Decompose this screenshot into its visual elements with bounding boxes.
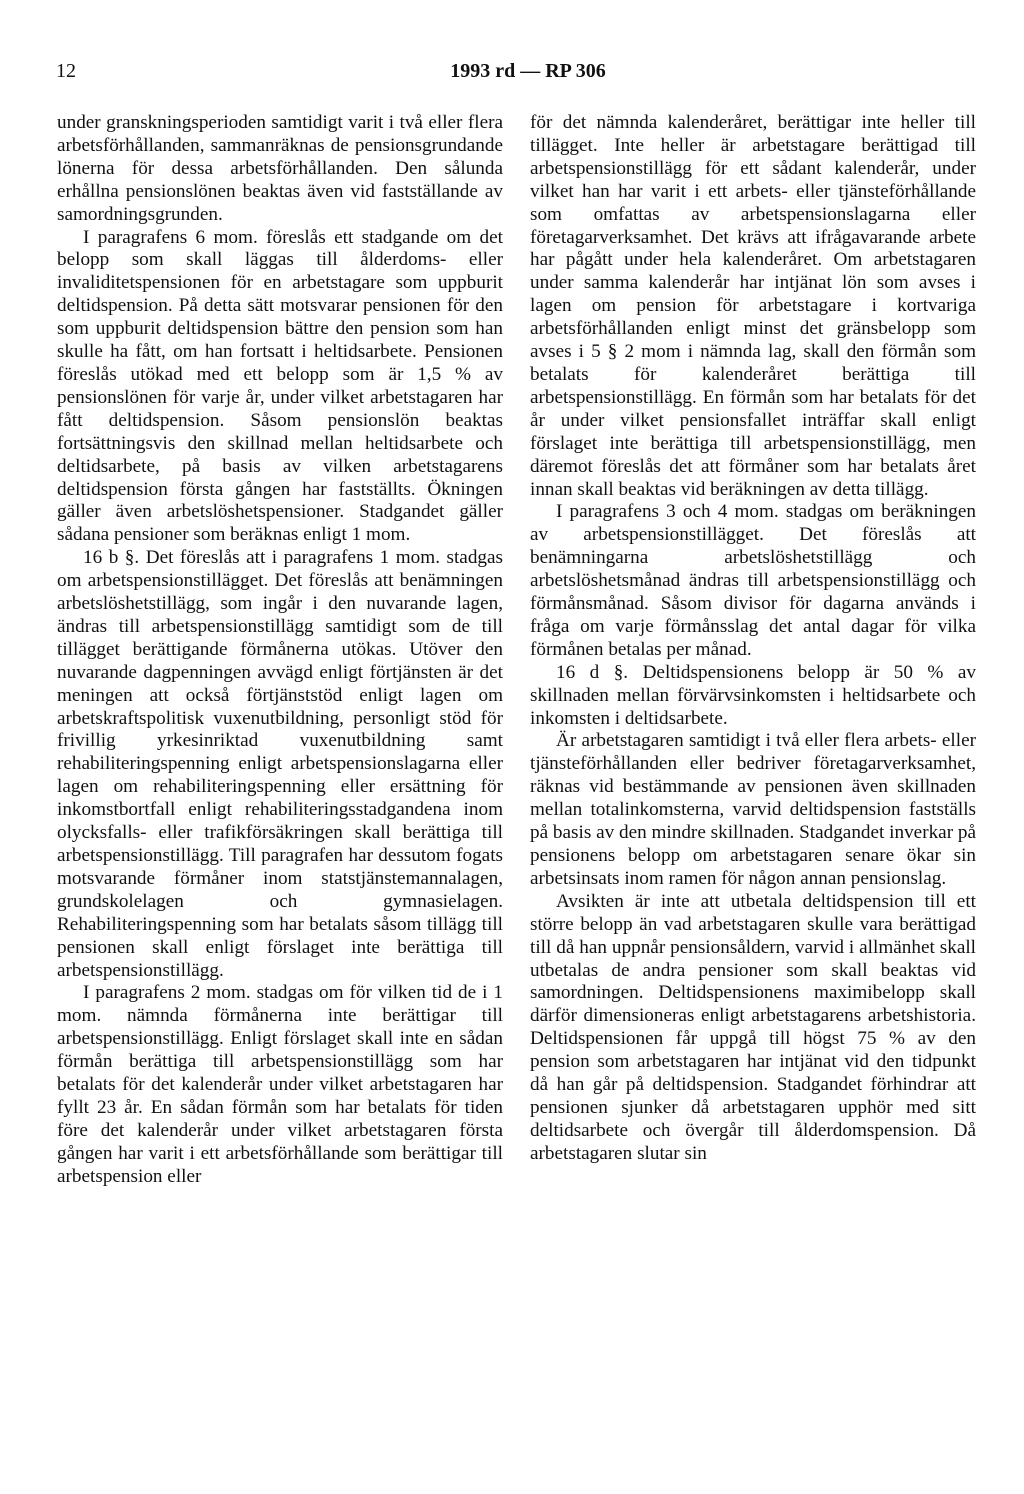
paragraph: I paragrafens 2 mom. stadgas om för vilken tid de i 1 mom. nämnda förmånerna inte berättigar till arbetspensionstillägg. Enligt förslaget skall inte en sådan förmån berättiga till arbetspensionstillägg som har betalats för det kalenderår under vilket arbetstagaren har fyllt 23 år. En sådan förmån som har betalats för tiden före det kalenderår under vilket arbetstagaren första gången har varit i ett arbetsförhållande som berättigar till arbetspension eller: [57, 982, 503, 1187]
left-column: [57, 112, 503, 1189]
paragraph: 16 d §. Deltidspensionens belopp är 50 % av skillnaden mellan förvärvsinkomsten i heltidsarbete och inkomsten i deltidsarbete.: [530, 661, 976, 729]
running-head: 1993 rd — RP 306: [450, 60, 606, 82]
right-column: [530, 112, 976, 1166]
page-number: 12: [56, 60, 76, 82]
paragraph: Avsikten är inte att utbetala deltidspension till ett större belopp än vad arbetstagaren skulle vara berättigad till då han uppnår pensionsåldern, varvid i allmänhet skall utbetalas de andra pensioner som skall beaktas vid samordningen. Deltidspensionens maximibelopp skall därför dimensioneras enligt arbetstagarens arbetshistoria. Deltidspensionen får uppgå till högst 75 % av den pension som arbetstagaren har intjänat vid den tidpunkt då han går på deltidspension. Stadgandet förhindrar att pensionen sjunker då arbetstagaren upphör med sitt deltidsarbete och övergår till ålderdomspension. Då arbetstagaren slutar sin: [530, 890, 976, 1164]
paragraph: I paragrafens 3 och 4 mom. stadgas om beräkningen av arbetspensionstillägget. Det föreslås att benämningarna arbetslöshetstillägg och arbetslöshetsmånad ändras till arbetspensionstillägg och förmånsmånad. Såsom divisor för dagarna används i fråga om varje förmånsslag det antal dagar för vilka förmånen betalas per månad.: [530, 501, 976, 660]
paragraph: 16 b §. Det föreslås att i paragrafens 1 mom. stadgas om arbetspensionstillägget. Det föreslås att benämningen arbetslöshetstillägg, som ingår i den nuvarande lagen, ändras till arbetspensionstillägg samtidigt som de till tillägget berättigande förmånerna utökas. Utöver den nuvarande dagpenningen avvägd enligt förtjänsten är det meningen att också förtjänststöd enligt lagen om arbetskraftspolitisk vuxenutbildning, personligt stöd för frivillig yrkesinriktad vuxenutbildning samt rehabiliteringspenning enligt arbetspensionslagarna eller lagen om rehabiliteringspenning eller ersättning för inkomstbortfall enligt rehabiliteringsstadgandena inom olycksfalls- eller trafikförsäkringen skall berättiga till arbetspensionstillägg. Till paragrafen har dessutom fogats motsvarande förmåner inom statstjänstemannalagen, grundskolelagen och gymnasielagen. Rehabiliteringspenning som har betalats såsom tillägg till pensionen skall enligt förslaget inte berättiga till arbetspensionstillägg.: [57, 547, 503, 981]
paragraph: Är arbetstagaren samtidigt i två eller flera arbets- eller tjänsteförhållanden eller bedriver företagarverksamhet, räknas vid bestämmande av pensionen även skillnaden mellan totalinkomsterna, varvid deltidspension fastställs på basis av den mindre skillnaden. Stadgandet inverkar på pensionens belopp om arbetstagaren senare ökar sin arbetsinsats inom ramen för någon annan pensionslag.: [530, 730, 976, 889]
paragraph: för det nämnda kalenderåret, berättigar inte heller till tillägget. Inte heller är arbetstagare berättigad till arbetspensionstillägg för ett sådant kalenderår, under vilket han har varit i ett arbets- eller tjänsteförhållande som omfattas av arbetspensionslagarna eller företagarverksamhet. Det krävs att ifrågavarande arbete har pågått under hela kalenderåret. Om arbetstagaren under samma kalenderår har intjänat lön som avses i lagen om pension för arbetstagare i kortvariga arbetsförhållanden enligt minst det gränsbelopp som avses i 5 § 2 mom i nämnda lag, skall den förmån som betalats för kalenderåret berättiga till arbetspensionstillägg. En förmån som har betalats för det år under vilket pensionsfallet inträffar skall enligt förslaget inte berättiga till arbetspensionstillägg, men däremot föreslås det att förmåner som har betalats året innan skall beaktas vid beräkningen av detta tillägg.: [530, 112, 976, 500]
paragraph: under granskningsperioden samtidigt varit i två eller flera arbetsförhållanden, sammanräknas de pensionsgrundande lönerna för dessa arbetsförhållanden. Den sålunda erhållna pensionslönen beaktas även vid fastställande av samordningsgrunden.: [57, 112, 503, 225]
paragraph: I paragrafens 6 mom. föreslås ett stadgande om det belopp som skall läggas till ålderdoms- eller invaliditetspensionen för en arbetstagare som uppburit deltidspension. På detta sätt motsvarar pensionen för den som uppburit deltidspension bättre den pension som han skulle ha fått, om han fortsatt i heltidsarbete. Pensionen föreslås utökad med ett belopp som är 1,5 % av pensionslönen för varje år, under vilket arbetstagaren har fått deltidspension. Såsom pensionslön beaktas fortsättningsvis den skillnad mellan heltidsarbete och deltidsarbete, på basis av vilken arbetstagarens deltidspension första gången har fastställts. Ökningen gäller även arbetslöshetspensioner. Stadgandet gäller sådana pensioner som beräknas enligt 1 mom.: [57, 226, 503, 546]
